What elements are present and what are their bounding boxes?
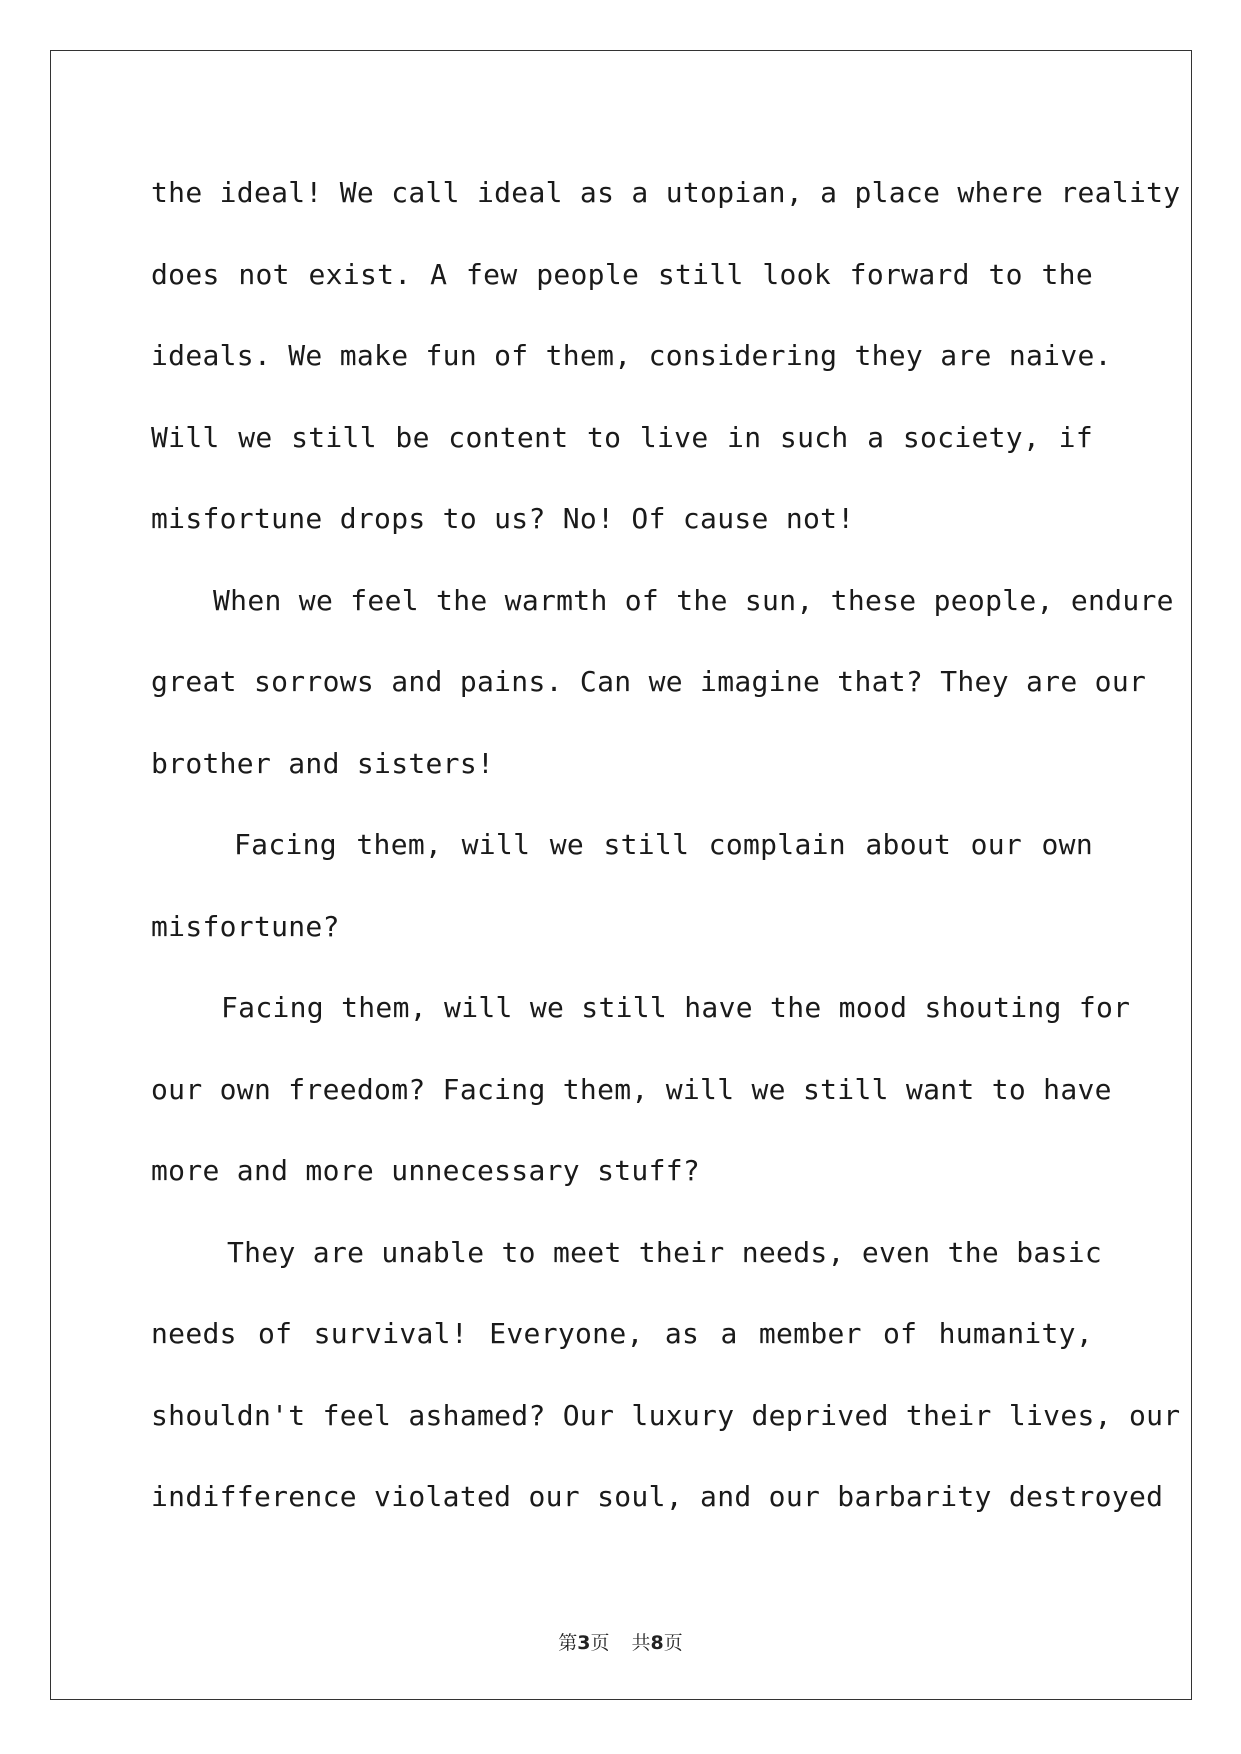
text-line: more and more unnecessary stuff? [151, 1154, 701, 1187]
text-line: When we feel the warmth of the sun, these people, endure [213, 583, 1174, 617]
text-line: indifference violated our soul, and our barbarity destroyed [151, 1480, 1164, 1513]
text-line: Facing them, will we still have the mood shouting for [221, 991, 1131, 1024]
text-line: shouldn't feel ashamed? Our luxury deprived their lives, our [151, 1398, 1181, 1432]
text-line: brother and sisters! [151, 746, 495, 780]
document-body [151, 152, 1181, 1538]
footer-total-unit: 页 [663, 1632, 683, 1654]
text-line: misfortune? [151, 909, 340, 943]
footer-current-page: 3 [577, 1632, 591, 1654]
text-line: needs of survival! Everyone, as a member of humanity, [151, 1317, 1093, 1350]
text-line: ideals. We make fun of them, considering they are naive. [151, 339, 1112, 372]
footer-page-unit: 页 [590, 1632, 610, 1654]
text-line: Will we still be content to live in such a society, if [151, 420, 1093, 454]
text-line: does not exist. A few people still look forward to the [151, 257, 1093, 291]
text-line: our own freedom? Facing them, will we still want to have [151, 1072, 1112, 1106]
footer-total-pages: 8 [650, 1632, 664, 1654]
footer-total-prefix: 共 [631, 1632, 651, 1654]
text-line: great sorrows and pains. Can we imagine that? They are our [151, 665, 1147, 698]
footer-prefix: 第 [558, 1632, 578, 1654]
page-footer [0, 1628, 1241, 1655]
text-line: Facing them, will we still complain about our own [234, 828, 1093, 861]
text-line: misfortune drops to us? No! Of cause not! [151, 502, 855, 535]
text-line: the ideal! We call ideal as a utopian, a place where reality [151, 176, 1181, 209]
text-line: They are unable to meet their needs, even the basic [227, 1235, 1103, 1269]
